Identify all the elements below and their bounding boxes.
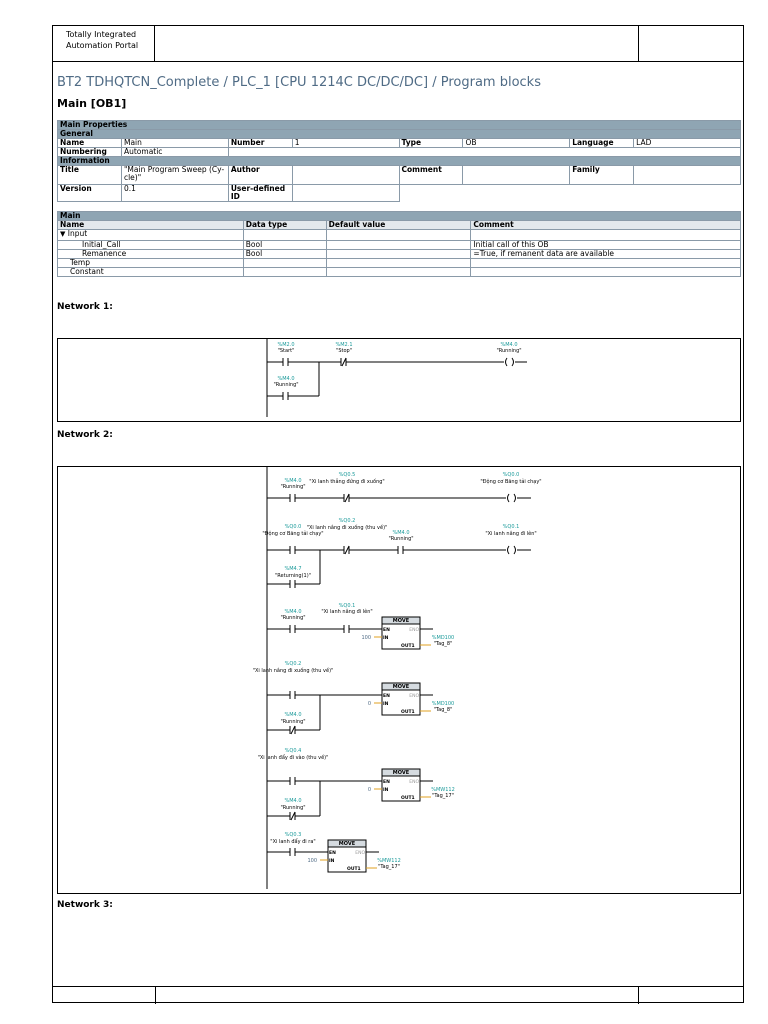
contact-address: %Q0.1: [338, 603, 356, 609]
contact-address: %Q0.2: [338, 518, 356, 524]
collapse-triangle-icon[interactable]: ▼: [60, 230, 66, 238]
row-type: Bool: [243, 250, 326, 259]
row-name: Remanence: [58, 250, 244, 259]
coil-tag: "Động cơ Băng tải chạy": [480, 479, 542, 485]
page-title: BT2 TDHQTCN_Complete / PLC_1 [CPU 1214C DC/DC/DC] / Program blocks: [57, 75, 541, 90]
row-comment: =True, if remanent data are available: [471, 250, 741, 259]
move-in-pin: IN: [383, 702, 389, 707]
row-default: [326, 250, 471, 259]
contact-tag: "Xi lanh nâng đi xuống (thu về)": [252, 668, 334, 674]
numbering-empty: [228, 148, 740, 157]
app-name-line1: Totally Integrated: [66, 30, 137, 39]
family-label: Family: [570, 166, 634, 185]
row-comment: Initial call of this OB: [471, 241, 741, 250]
move-out-tag: "Tag_17": [432, 793, 454, 799]
family-value: [634, 166, 741, 185]
move-eno-pin: ENO: [409, 780, 419, 785]
numbering-value: Automatic: [121, 148, 228, 157]
move-eno-pin: ENO: [409, 628, 419, 633]
row-type: Bool: [243, 241, 326, 250]
network-1-box: [57, 338, 741, 422]
move-block-title: MOVE: [392, 770, 410, 776]
contact-address: %M4.0: [284, 609, 302, 615]
move-en-pin: EN: [383, 628, 390, 633]
numbering-label: Numbering: [58, 148, 122, 157]
move-out-address: %MW112: [377, 858, 401, 864]
block-title: Main [OB1]: [57, 97, 127, 110]
contact-tag: "Running": [280, 805, 306, 811]
contact-tag: "Xi lanh nâng đi lên": [321, 609, 373, 615]
user-id-value: [292, 185, 399, 202]
contact-tag: "Returning(1)": [274, 573, 312, 579]
move-eno-pin: ENO: [355, 851, 365, 856]
row-comment: [471, 230, 741, 241]
contact-tag: "Động cơ Băng tải chạy": [262, 531, 324, 537]
network-1-ladder: [58, 339, 742, 423]
app-name-line2: Automation Portal: [66, 41, 139, 50]
contact-address: %M2.0: [277, 342, 295, 348]
contact-tag: "Running": [280, 719, 306, 725]
move-out-pin: OUT1: [401, 796, 415, 801]
move-out-pin: OUT1: [401, 644, 415, 649]
move-en-pin: EN: [383, 780, 390, 785]
coil-address: %Q0.0: [502, 472, 520, 478]
version-label: Version: [58, 185, 122, 202]
col-data-type: Data type: [243, 221, 326, 230]
row-type: [243, 268, 326, 277]
author-label: Author: [228, 166, 292, 185]
row-default: [326, 241, 471, 250]
move-out-tag: "Tag_8": [433, 641, 453, 647]
row-default: [326, 268, 471, 277]
contact-address: %M4.7: [284, 566, 302, 572]
row-default: [326, 259, 471, 268]
contact-tag: "Running": [280, 484, 306, 490]
comment-label: Comment: [399, 166, 463, 185]
information-band: Information: [58, 157, 741, 166]
contact-tag: "Xi lanh đẩy đi ra": [270, 839, 316, 845]
number-label: Number: [228, 139, 292, 148]
coil-address: %Q0.1: [502, 524, 520, 530]
move-out-address: %MW112: [431, 787, 455, 793]
coil-tag: "Running": [496, 348, 522, 354]
move-out-address: %MD100: [431, 701, 455, 707]
contact-tag: "Stop": [336, 348, 352, 354]
contact-tag: "Running": [273, 382, 299, 388]
title-value: "Main Program Sweep (Cy-cle)": [121, 166, 228, 185]
contact-address: %M4.0: [284, 478, 302, 484]
contact-tag: "Running": [388, 536, 414, 542]
row-comment: [471, 268, 741, 277]
move-in-pin: IN: [383, 788, 389, 793]
network-2-ladder: [58, 467, 742, 895]
contact-address: %M2.1: [335, 342, 353, 348]
contact-address: %M4.0: [277, 376, 295, 382]
contact-address: %M4.0: [284, 798, 302, 804]
move-out-address: %MD100: [431, 635, 455, 641]
col-name: Name: [58, 221, 244, 230]
general-band: General: [58, 130, 741, 139]
footer-divider: [155, 987, 156, 1004]
row-default: [326, 230, 471, 241]
move-block-title: MOVE: [392, 684, 410, 690]
col-comment: Comment: [471, 221, 741, 230]
contact-address: %Q0.4: [284, 748, 302, 754]
contact-tag: "Xi lanh đẩy đi vào (thu về)": [257, 755, 329, 761]
contact-address: %Q0.5: [338, 472, 356, 478]
comment-value: [463, 166, 570, 185]
language-label: Language: [570, 139, 634, 148]
version-value: 0.1: [121, 185, 228, 202]
move-in-pin: IN: [383, 636, 389, 641]
footer-divider: [638, 987, 639, 1004]
move-block-title: MOVE: [392, 618, 410, 624]
title-label: Title: [58, 166, 122, 185]
author-value: [292, 166, 399, 185]
network-2-title: Network 2:: [57, 430, 113, 440]
version-empty: [399, 185, 741, 202]
coil-tag: "Xi lanh nâng đi lên": [485, 531, 537, 537]
contact-tag: "Start": [277, 348, 295, 354]
row-type: [243, 230, 326, 241]
app-name: [53, 26, 155, 61]
contact-address: %M4.0: [284, 712, 302, 718]
contact-tag: "Xi lanh nâng đi xuống (thu về)": [306, 525, 388, 531]
coil-address: %M4.0: [500, 342, 518, 348]
col-default: Default value: [326, 221, 471, 230]
move-in-value: 100: [361, 635, 371, 641]
main-properties-table: [57, 120, 741, 202]
move-en-pin: EN: [383, 694, 390, 699]
network-2-box: [57, 466, 741, 894]
header-divider: [638, 26, 639, 61]
contact-address: %Q0.3: [284, 832, 302, 838]
language-value: LAD: [634, 139, 741, 148]
number-value: 1: [292, 139, 399, 148]
move-in-pin: IN: [329, 859, 335, 864]
name-value: Main: [121, 139, 228, 148]
move-in-value: 0: [367, 701, 371, 707]
move-block-title: MOVE: [338, 841, 356, 847]
network-1-title: Network 1:: [57, 302, 113, 312]
move-out-tag: "Tag_17": [378, 864, 400, 870]
contact-tag: "Running": [280, 615, 306, 621]
type-value: OB: [463, 139, 570, 148]
move-out-pin: OUT1: [401, 710, 415, 715]
document-page: [52, 25, 744, 1003]
table-row: [58, 230, 244, 241]
move-out-tag: "Tag_8": [433, 707, 453, 713]
contact-address: %M4.0: [392, 530, 410, 536]
contact-tag: "Xi lanh thẳng đứng đi xuống": [309, 479, 385, 485]
interface-table: [57, 211, 741, 277]
move-en-pin: EN: [329, 851, 336, 856]
page-header: [53, 26, 743, 62]
move-out-pin: OUT1: [347, 867, 361, 872]
row-name: Input: [67, 229, 88, 238]
contact-address: %Q0.0: [284, 524, 302, 530]
user-id-label: User-defined ID: [228, 185, 292, 202]
move-in-value: 100: [307, 858, 317, 864]
page-footer: [53, 986, 743, 1004]
move-eno-pin: ENO: [409, 694, 419, 699]
move-in-value: 0: [367, 787, 371, 793]
row-name: Initial_Call: [58, 241, 244, 250]
name-label: Name: [58, 139, 122, 148]
row-comment: [471, 259, 741, 268]
type-label: Type: [399, 139, 463, 148]
interface-band: Main: [58, 212, 741, 221]
row-type: [243, 259, 326, 268]
contact-address: %Q0.2: [284, 661, 302, 667]
network-3-title: Network 3:: [57, 900, 113, 910]
row-name: Constant: [58, 268, 244, 277]
row-name: Temp: [58, 259, 244, 268]
main-properties-band: Main Properties: [58, 121, 741, 130]
